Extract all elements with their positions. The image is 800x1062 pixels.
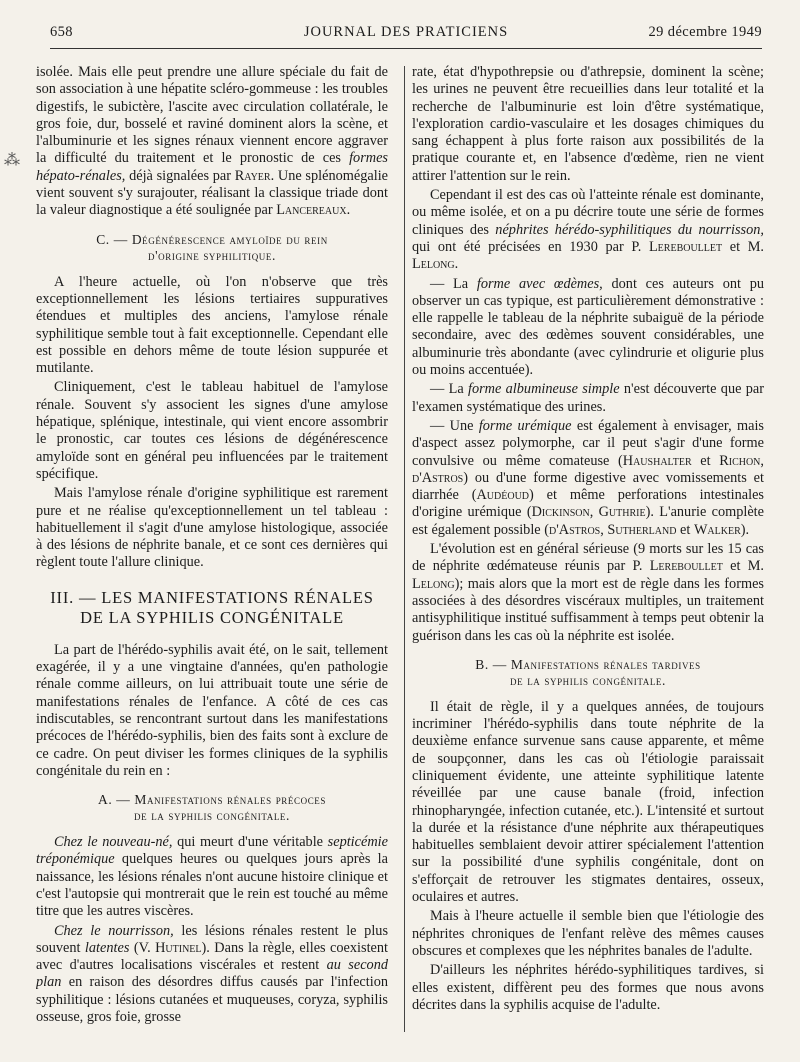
- section-heading-b: B. — Manifestations rénales tardives de la syphilis congénitale.: [475, 656, 701, 688]
- paragraph: Chez le nourrisson, les lésions rénales restent le plus souvent latentes (V. Hutinel). Dans la règle, elles coexistent avec d'autres localisations viscérales et restent au second plan en raison des désordres diffus causés par l'infection syphilitique : lésions cutanées et muqueuses, coryza, syphilis osseuse, gros foie, grosse: [36, 922, 388, 1026]
- section-heading-a: A. — Manifestations rénales précoces de la syphilis congénitale.: [97, 792, 327, 824]
- paragraph: rate, état d'hypothrepsie ou d'athrepsie, dominent la scène; les urines ne peuvent être recueillies dans leur totalité et la recherche de l'albuminurie est loin d'être systématique, l'exploration cardio-vasculaire et les dosages chimiques du sang échappent à plus forte raison aux possibilités de la pratique courante et, en l'absence d'œdème, rien ne vient attirer l'attention sur le rein.: [412, 64, 764, 184]
- journal-title: JOURNAL DES PRATICIENS: [303, 24, 509, 40]
- right-column: [412, 64, 764, 1042]
- paragraph: Mais l'amylose rénale d'origine syphilitique est rarement pure et ne réalise qu'exceptionnellement un tel tableau : habituellement il s'agit d'une amylose histologique, associée à des lésions de néphrite banale, et ce sont ces dernières qui règlent toute l'allure clinique.: [36, 485, 388, 571]
- section-heading-c: C. — Dégénérescence amyloïde du rein d'origine syphilitique.: [96, 231, 328, 263]
- paragraph: — La forme avec œdèmes, dont ces auteurs ont pu observer un cas typique, est particulièrement démonstrative : elle rappelle le tableau de la néphrite subaiguë de la période secondaire, avec des œdèmes souvent considérables, une albuminurie très abondante (avec cylindrurie et oligurie plus ou moins accentuée).: [412, 275, 764, 379]
- paragraph: Mais à l'heure actuelle il semble bien que l'étiologie des néphrites chroniques de l'enfant relève des mêmes causes obscures et complexes que les néphrites banales de l'adulte.: [412, 908, 764, 959]
- paragraph: D'ailleurs les néphrites hérédo-syphilitiques tardives, si elles existent, diffèrent peu des formes que nous avons décrites dans la syphilis acquise de l'adulte.: [412, 962, 764, 1013]
- header-rule: [50, 48, 762, 49]
- page-number: 658: [50, 24, 73, 40]
- paragraph: Cependant il est des cas où l'atteinte rénale est dominante, ou même isolée, et on a pu décrire toute une série de formes cliniques des néphrites hérédo-syphilitiques du nourrisson, qui ont été précisées en 1930 par P. Lereboullet et M. Lelong.: [412, 187, 764, 273]
- page-header: [50, 24, 762, 46]
- paragraph: — Une forme urémique est également à envisager, mais d'aspect assez polymorphe, car il peut s'agir d'une forme convulsive ou même comateuse (Haushalter et Richon, d'Astros) ou d'une forme digestive avec vomissements et diarrhée (Audéoud) et même perforations intestinales d'origine urémique (Dickinson, Guthrie). L'anurie complète est également possible (d'Astros, Sutherland et Walker).: [412, 417, 764, 538]
- paragraph: A l'heure actuelle, où l'on n'observe que très exceptionnellement les lésions tertiaires suppuratives étendues et multiples des anciens, l'amylose rénale syphilitique semble tout à fait exceptionnelle. Cependant elle est possible en dehors même de toute lésion suppurée et mutilante.: [36, 273, 388, 377]
- paragraph: Il était de règle, il y a quelques années, de toujours incriminer l'hérédo-syphilis dans toute néphrite de la deuxième enfance survenue sans cause apparente, et même de soupçonner, dans les cas où l'étiologie paraissait cliniquement évidente, une atteinte syphilitique latente réveillée par une cause banale (froid, infection rhinopharyngée, infection cutanée, etc.). L'intensité et surtout la durée et la résistance d'une néphrite aux thérapeutiques habituelles semblaient devoir attirer spécialement l'attention sur la possibilité d'une syphilis congénitale, dont on s'efforçait de retrouver les stigmates dentaires, osseux, oculaires et autres.: [412, 698, 764, 906]
- chapter-heading-iii: III. — LES MANIFESTATIONS RÉNALES DE LA SYPHILIS CONGÉNITALE: [50, 587, 374, 627]
- paragraph: L'évolution est en général sérieuse (9 morts sur les 15 cas de néphrite œdémateuse réunis par P. Lereboullet et M. Lelong); mais alors que la mort est de règle dans les formes associées à des désordres viscéraux multiples, un traitement antisyphilitique institué suffisamment à temps peut obtenir la guérison dans les cas où la néphrite est isolée.: [412, 541, 764, 644]
- left-column: [36, 64, 388, 1042]
- paragraph: isolée. Mais elle peut prendre une allure spéciale du fait de son association à une hépatite scléro-gommeuse : les troubles digestifs, le subictère, l'ascite avec circulation collatérale, le gros foie, dur, bosselé et raviné dominent alors la scène, et l'albuminurie et les signes rénaux viennent encore aggraver la difficulté du traitement et le pronostic de ces formes hépato-rénales, déjà signalées par Rayer. Une splénomégalie vient souvent s'y surajouter, réalisant la classique triade dont la valeur diagnostique a été soulignée par Lancereaux.: [36, 64, 388, 219]
- paragraph: — La forme albumineuse simple n'est découverte que par l'examen systématique des urines.: [412, 381, 764, 415]
- issue-date: 29 décembre 1949: [648, 24, 762, 40]
- column-divider: [404, 66, 405, 1032]
- paragraph: Cliniquement, c'est le tableau habituel de l'amylose rénale. Souvent s'y associent les signes d'une amylose hépatique, splénique, intestinale, qui vient encore assombrir le pronostic, car toutes ces lésions de dégénérescence amyloïde sont en général peu influencées par le traitement spécifique.: [36, 379, 388, 482]
- paragraph: La part de l'hérédo-syphilis avait été, on le sait, tellement exagérée, il y a une vingtaine d'années, qu'en pathologie rénale comme ailleurs, on lui attribuait toute une série de manifestations rénales de l'enfance. A côté de ces cas indiscutables, se rencontrant surtout dans les manifestations précoces de l'hérédo-syphilis, bien des faits sont à exclure de ce cadre. On peut diviser les formes cliniques de la syphilis congénitale du rein en :: [36, 641, 388, 779]
- paragraph: Chez le nouveau-né, qui meurt d'une véritable septicémie tréponémique quelques heures ou quelques jours après la naissance, les lésions rénales n'ont aucune histoire clinique et c'est l'autopsie qui montrerait que le rein est touché au même titre que les autres viscères.: [36, 834, 388, 920]
- margin-ink-mark: ⁂: [4, 150, 20, 169]
